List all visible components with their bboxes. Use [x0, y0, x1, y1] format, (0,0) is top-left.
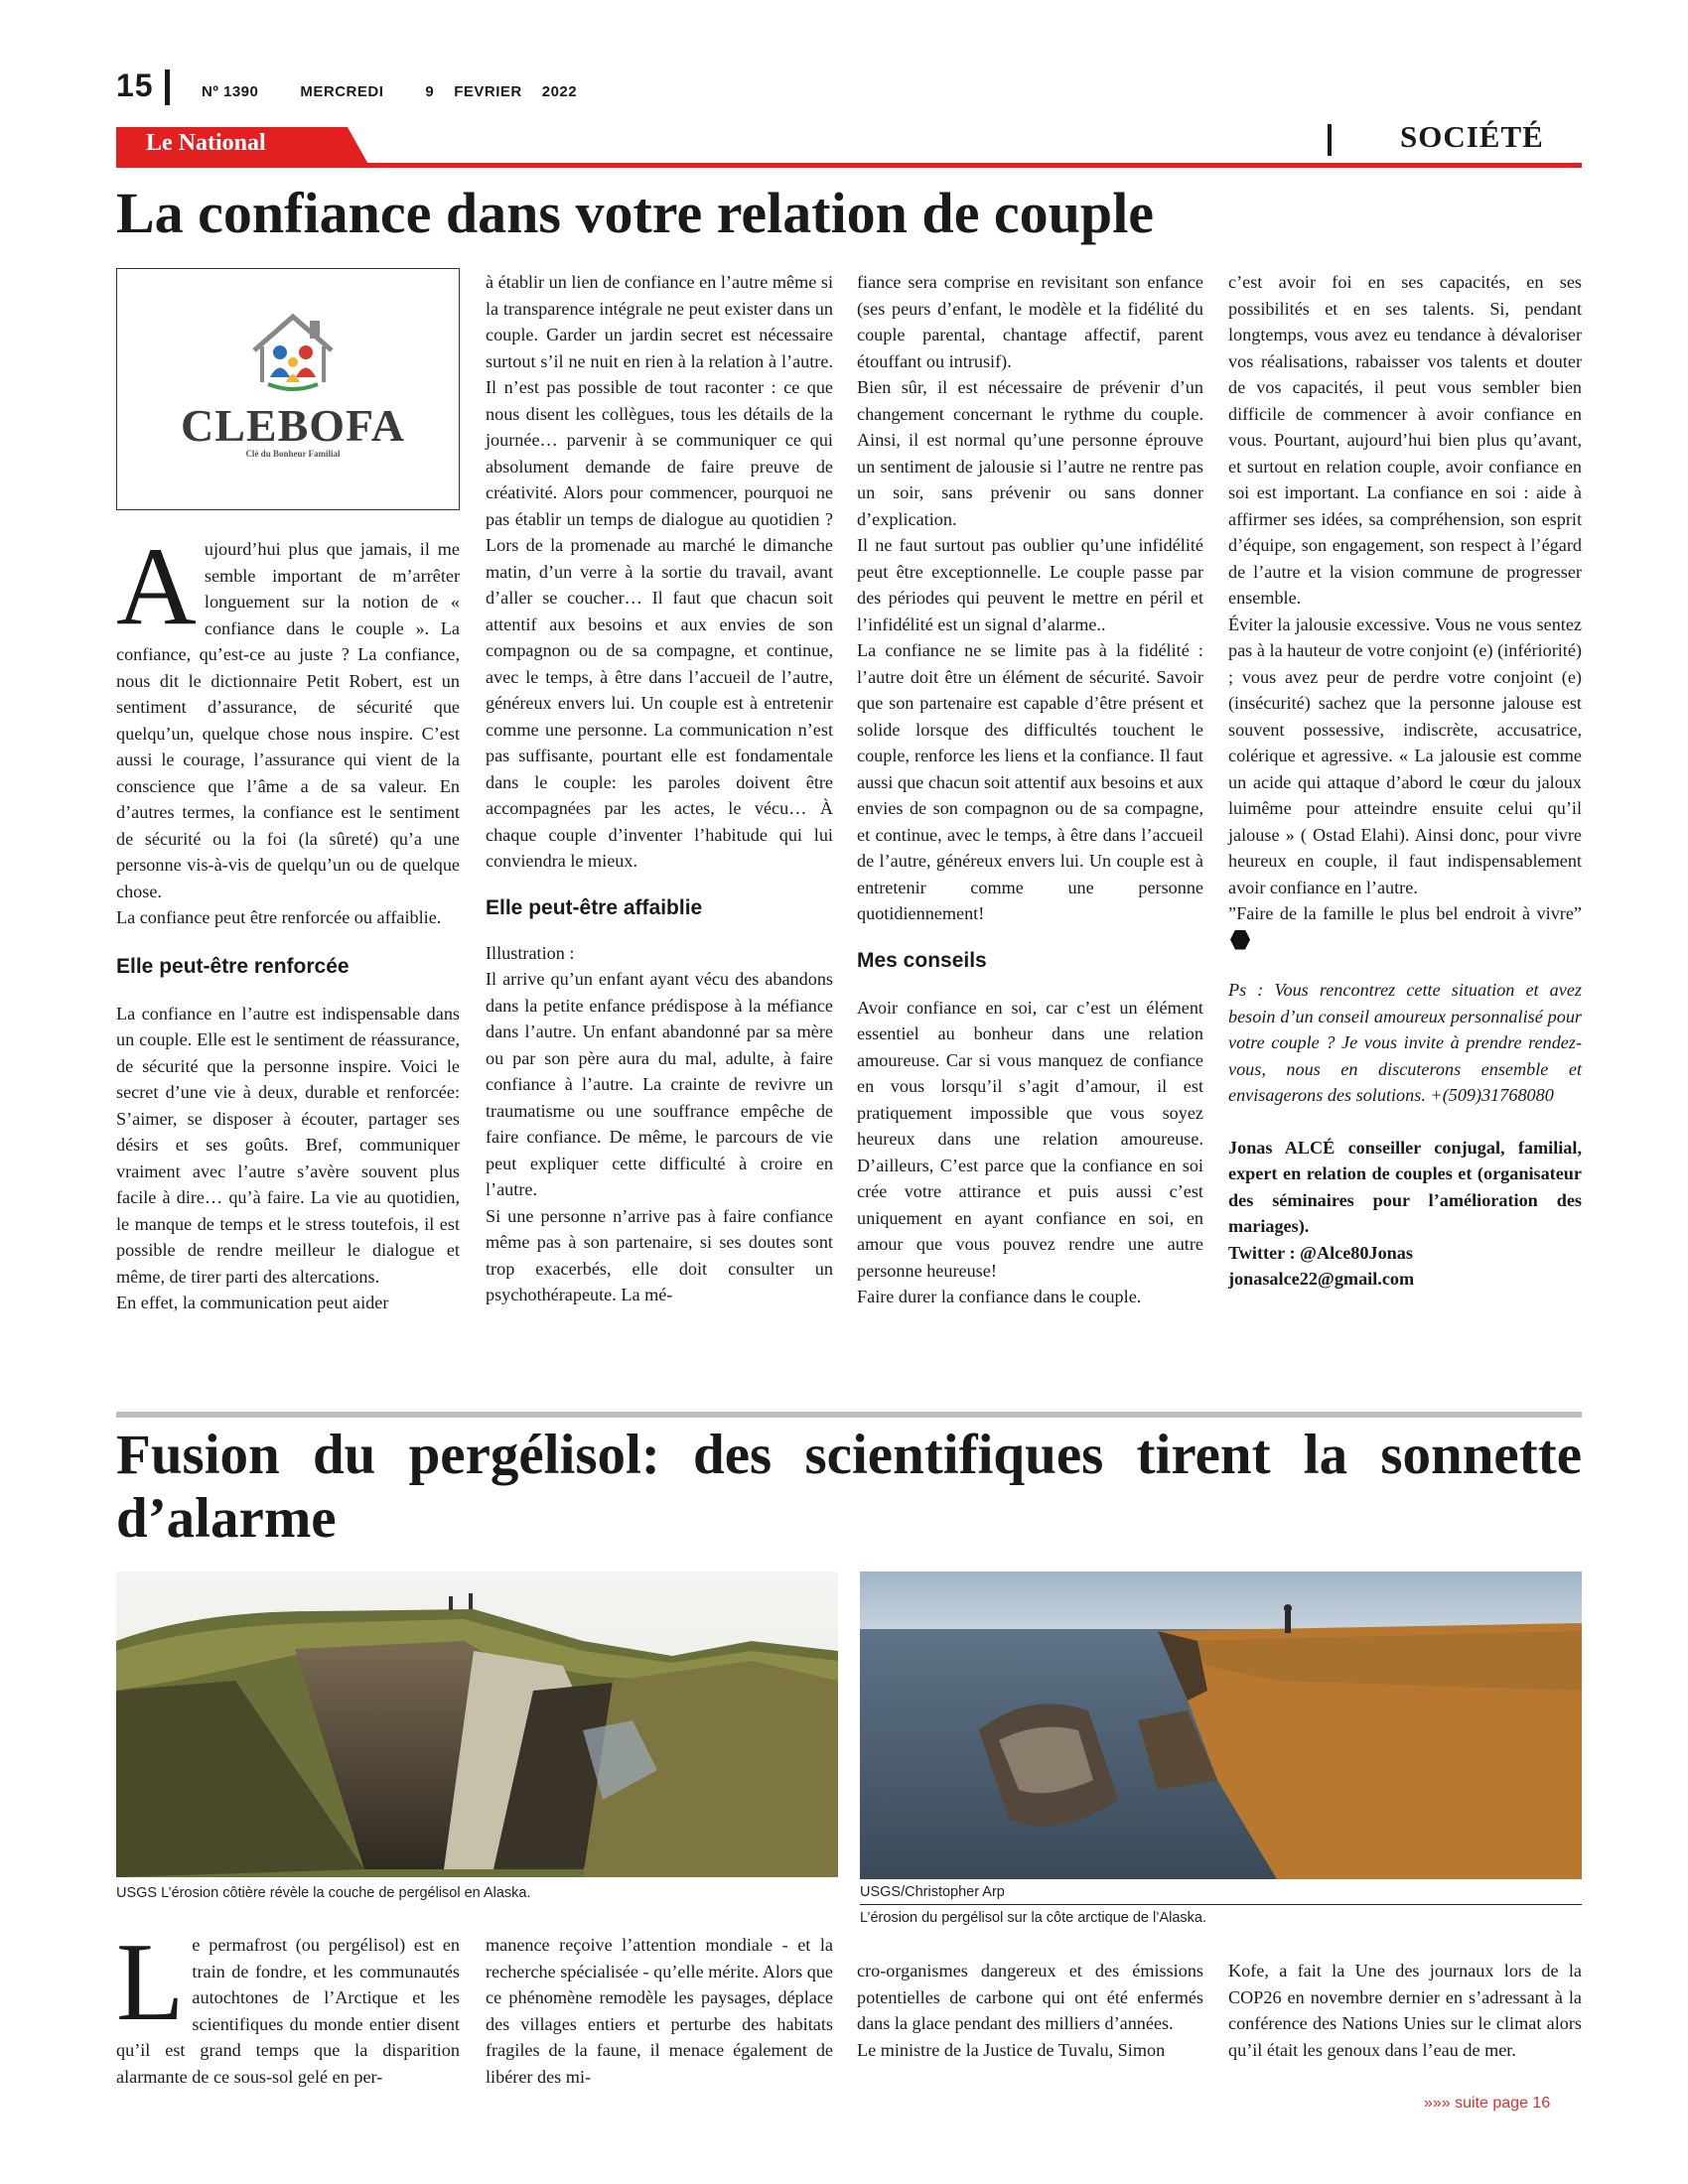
article2-column-3	[857, 1958, 1203, 2063]
subheading-renforcee: Elle peut-être renforcée	[116, 954, 350, 978]
article1-paragraph: Il ne faut surtout pas oublier qu’une infidélité peut être exceptionnelle. Le couple passe par des périodes qui peuvent le mettre en péril et l’infidélité est un signal d’alarme..	[857, 535, 1203, 634]
article2-column-4	[1228, 1958, 1582, 2063]
header-red-rule	[116, 163, 1582, 168]
article2-paragraph: Le ministre de la Justice de Tuvalu, Simon	[857, 2039, 1166, 2060]
photo-permafrost-cliff	[116, 1571, 838, 1877]
article1-paragraph: Il arrive qu’un enfant ayant vécu des abandons dans la petite enfance prédispose à la méfiance dans l’autre. Un enfant abandonné par sa mère ou par son père aura du mal, adulte, à faire confiance à l’autre. La crainte de revivre un traumatisme ou une souffrance empêche de faire confiance. De même, le parcours de vie peut expliquer cette difficulté à croire en l’autre.	[486, 969, 833, 1199]
permafrost-cliff-image	[116, 1571, 838, 1877]
clebofa-logo-text: CLEBOFA	[181, 400, 405, 451]
hexagon-icon	[1230, 930, 1250, 950]
dropcap-a: A	[116, 525, 197, 648]
photo1-caption: USGS L’érosion côtière révèle la couche de pergélisol en Alaska.	[116, 1885, 531, 1901]
article1-paragraph: Avoir confiance en soi, car c’est un élément essentiel au bonheur dans une relation amoureuse. Car si vous manquez de confiance en vous lorsqu’il s’agit d’amour, il est pratiquement impossible que vous soyez heureux dans une relation amoureuse. D’ailleurs, C’est parce que la confiance en soi crée votre attirance et puis aussi c’est uniquement en ayant confiance en soi, en amour que vous pouvez rendre une autre personne heureuse!	[857, 997, 1203, 1281]
caption-rule	[860, 1904, 1582, 1905]
article1-column-1	[116, 525, 460, 1316]
article2-paragraph	[116, 1921, 460, 2090]
continued-link[interactable]: »»» suite page 16	[1424, 2095, 1551, 2112]
closing-quote	[1228, 900, 1582, 953]
article2-column-1	[116, 1921, 460, 2090]
article1-intro-text: ujourd’hui plus que jamais, il me semble important de m’arrêter longuement sur la notion de « confiance dans le couple ». La confiance, qu’est-ce au juste ? La confiance, nous dit le dictionnaire Petit Robert, est un sentiment d’assurance, de sécurité que quelqu’un, quelque chose nous inspire. C’est aussi le courage, l’assurance qui vient de la conscience que l’âme a de sa valeur. En d’autres termes, la confiance est le sentiment de sécurité ou la foi (la sûreté) qu’a une personne vis-à-vis de quelqu’un ou de quelque chose.	[116, 539, 460, 901]
article1-headline: La confiance dans votre relation de couple	[116, 181, 1155, 245]
page-number: 15	[116, 68, 154, 103]
issue-year: 2022	[541, 83, 578, 100]
ps-note: Ps : Vous rencontrez cette situation et avez besoin d’un conseil amoureux personnalisé pour votre couple ? Je vous invite à prendre rendez-vous, nous en discuterons ensemble et envisagerons des solutions. +(509)31768080	[1228, 980, 1582, 1105]
article-divider	[116, 1412, 1582, 1418]
article1-paragraph: Bien sûr, il est nécessaire de prévenir d’un changement concernant le rythme du couple. Ainsi, il est normal qu’une personne éprouve un sentiment de jalousie si l’autre ne rentre pas un soir, sans prévenir ou sans donner d’explication.	[857, 377, 1203, 529]
article1-paragraph: La confiance ne se limite pas à la fidélité : l’autre doit être un élément de sécurité. Savoir que son partenaire est capable d’être présent et solide lorsque des difficultés touchent le couple, renforce les liens et la confiance. Il faut aussi que chacun soit attentif aux besoins et aux envies de son compagnon ou de sa compagne, et continue, avec le temps, à être dans l’accueil de l’autre, généreux envers lui. Un couple est à entretenir comme une personne quotidiennement!	[857, 640, 1203, 923]
header-divider	[165, 69, 170, 105]
article1-column-2	[486, 269, 833, 1308]
issue-month: FEVRIER	[454, 83, 522, 100]
photo2-caption: L’érosion du pergélisol sur la côte arctique de l’Alaska.	[860, 1910, 1207, 1926]
article1-paragraph: Éviter la jalousie excessive. Vous ne vous sentez pas à la hauteur de votre conjoint (e) (infériorité) ; vous avez peur de perdre votre conjoint (e) (insécurité) sachez que la personne jalouse est souvent possessive, indiscrète, accusatrice, colérique et agressive. « La jalousie est comme un acide qui attaque d’abord le cœur du jaloux luimême pour atteindre ensuite celui qu’il jalouse » ( Ostad Elahi). Ainsi donc, pour vivre heureux en couple, il faut indispensablement avoir confiance en l’autre.	[1228, 614, 1582, 897]
article1-paragraph: fiance sera comprise en revisitant son enfance (ses peurs d’enfant, le modèle et la fidélité du couple parental, chantage affectif, parent étouffant ou intrusif).	[857, 272, 1203, 371]
issue-day: 9	[425, 83, 435, 100]
article2-paragraph: manence reçoive l’attention mondiale - et la recherche spécialisée - qu’elle mérite. Alors que ce phénomène remodèle les paysages, déplace des villages entiers et perturbe des habitats fragiles de la faune, il menace également de libérer des mi-	[486, 1935, 833, 2087]
article1-paragraph: En effet, la communication peut aider	[116, 1293, 389, 1312]
closing-quote-text: ”Faire de la famille le plus bel endroit à vivre”	[1228, 903, 1582, 923]
article1-column-4	[1228, 269, 1582, 1293]
photo2-credit: USGS/Christopher Arp	[860, 1884, 1005, 1900]
author-bio: Jonas ALCÉ conseiller conjugal, familial, expert en relation de couples et (organisateur des séminaires pour l’amélioration des mariages).	[1228, 1137, 1582, 1236]
dropcap-l: L	[116, 1921, 185, 2044]
article2-headline: Fusion du pergélisol: des scientifiques tirent la sonnette d’alarme	[116, 1424, 1582, 1550]
article1-paragraph: La confiance en l’autre est indispensable dans un couple. Elle est le sentiment de réassurance, de sécurité que la personne inspire. Voici le secret d’une vie à deux, durable et renforcée: S’aimer, se disposer à écouter, partager ses désirs et ses goûts. Bref, communiquer vraiment avec l’autre s’avère souvent plus facile à dire… qu’à faire. La vie au quotidien, le manque de temps et le stress toutefois, il est possible de rendre meilleur le dialogue et même, de tirer parti des altercations.	[116, 1003, 460, 1287]
article1-paragraph: c’est avoir foi en ses capacités, en ses possibilités et en ses talents. Si, pendant longtemps, vous avez eu tendance à dévaloriser vos réalisations, rabaisser vos talents et douter de vos capacités, il peut vous sembler bien difficile de commencer à avoir confiance en vous. Pourtant, aujourd’hui bien plus qu’avant, et surtout en relation couple, avoir confiance en soi est important. La confiance en soi : aide à affirmer ses idées, sa compréhension, son esprit d’équipe, son engagement, son respect à l’égard de l’autre et la vision commune de progresser ensemble.	[1228, 272, 1582, 608]
photo-arctic-coast	[860, 1571, 1582, 1879]
article1-paragraph: à établir un lien de confiance en l’autre même si la transparence intégrale ne peut exister dans un couple. Garder un jardin secret est nécessaire surtout s’il ne nuit en rien à la relation à l’autre. Il n’est pas possible de tout raconter : ce que nous disent les collègues, tous les détails de la journée… parvenir à se communiquer ce qui absolument demande de faire preuve de créativité. Alors pour commencer, pourquoi ne pas établir un temps de dialogue au quotidien ? Lors de la promenade au marché le dimanche matin, d’un verre à la sortie du travail, avant d’aller se coucher… Il faut que chacun soit attentif aux besoins et aux envies de son compagnon ou de sa compagne, et continue, avec le temps, à être dans l’accueil de l’autre, généreux envers lui. Un couple est à entretenir comme une personne. La communication n’est pas suffisante, pourtant elle est fondamentale dans le couple: les paroles doivent être accompagnées par les actes, le vécu… À chaque couple d’inventer l’habitude qui lui conviendra le mieux.	[486, 272, 833, 871]
article2-paragraph: Kofe, a fait la Une des journaux lors de la COP26 en novembre dernier en s’adressant à la conférence des Nations Unies sur le climat alors qu’il était les genoux dans l’eau de mer.	[1228, 1961, 1582, 2060]
issue-weekday: MERCREDI	[300, 83, 384, 100]
subheading-affaiblie: Elle peut-être affaiblie	[486, 895, 703, 919]
arctic-coast-image	[860, 1571, 1582, 1879]
issue-info	[202, 83, 619, 100]
article1-paragraph: Faire durer la confiance dans le couple.	[857, 1287, 1142, 1306]
article1-column-3	[857, 269, 1203, 1310]
author-email[interactable]: jonasalce22@gmail.com	[1228, 1269, 1415, 1289]
article1-paragraph: Illustration :	[486, 942, 575, 963]
article2-paragraph: cro-organismes dangereux et des émissions potentielles de carbone qui ont été enfermés dans la glace pendant des milliers d’années.	[857, 1961, 1203, 2033]
article1-intro-paragraph	[116, 525, 460, 904]
author-twitter[interactable]: Twitter : @Alce80Jonas	[1228, 1242, 1413, 1263]
publication-name: Le National	[146, 130, 266, 156]
section-label: SOCIÉTÉ	[1400, 119, 1544, 154]
section-divider	[1328, 124, 1332, 156]
article1-paragraph: Si une personne n’arrive pas à faire confiance même pas à son partenaire, si ses doutes sont trop exacerbés, elle doit consulter un psychothérapeute. La mé-	[486, 1205, 833, 1304]
clebofa-tagline: Clé du Bonheur Familial	[245, 449, 341, 459]
article2-intro-text: e permafrost (ou pergélisol) est en train de fondre, et les communautés autochtones de l’Arctique et les scientifiques du monde entier disent qu’il est grand temps que la disparition alarmante de ce sous-sol gelé en per-	[116, 1935, 460, 2087]
clebofa-house-icon	[248, 303, 338, 402]
article2-column-2	[486, 1932, 833, 2090]
subheading-conseils: Mes conseils	[857, 948, 987, 972]
issue-number: Nº 1390	[202, 83, 259, 100]
article1-paragraph: La confiance peut être renforcée ou affaiblie.	[116, 907, 442, 927]
